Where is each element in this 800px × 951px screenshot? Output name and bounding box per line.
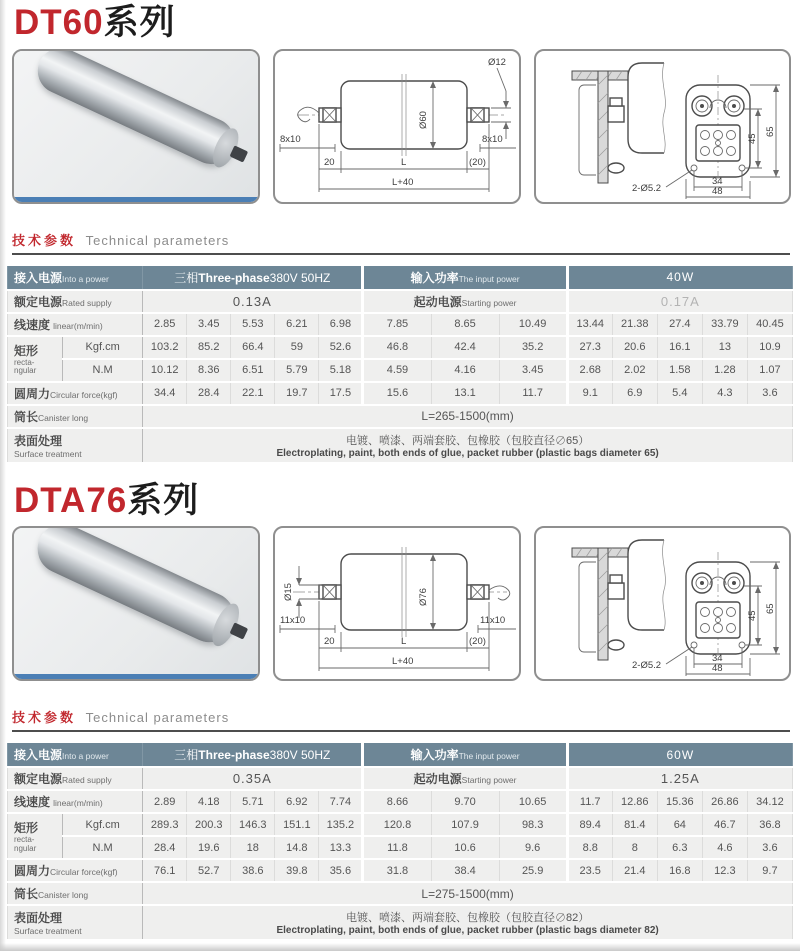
value-cell: 135.2: [319, 813, 363, 836]
value-cell: 98.3: [499, 813, 567, 836]
dim-48: 48: [712, 663, 723, 674]
table-row: [8, 359, 793, 382]
value-cell: 64: [657, 813, 702, 836]
speed-label-en: linear(m/min): [53, 320, 103, 331]
value-cell: 33.79: [702, 313, 747, 336]
panel-row-dt60: [12, 49, 792, 204]
value-cell: 2.02: [612, 359, 657, 382]
right-shaft: [467, 585, 510, 600]
value-cell: 9.6: [499, 836, 567, 859]
start-value: 0.17A: [567, 290, 792, 313]
value-cell: 18: [231, 836, 275, 859]
dim-L: L: [401, 156, 407, 168]
value-cell: 31.8: [363, 859, 431, 882]
table-row: [8, 813, 793, 836]
start-label-en: Starting power: [461, 775, 517, 785]
canister-value: L=265-1500(mm): [143, 405, 793, 428]
power-label-en: Into a power: [62, 751, 109, 761]
canister-label-en: Canister long: [38, 412, 89, 423]
roller-shaft-stub: [230, 622, 249, 639]
rated-label-en: Rated supply: [62, 775, 112, 785]
holes-label: 2-Ø5.2: [632, 182, 662, 194]
left-shaft: [319, 585, 341, 599]
value-cell: 11.7: [567, 790, 612, 813]
table-row: [8, 382, 793, 405]
value-cell: 4.59: [363, 359, 431, 382]
connector-face-view: [686, 75, 750, 187]
value-cell: 3.6: [747, 836, 792, 859]
value-cell: 6.51: [231, 359, 275, 382]
value-cell: 35.6: [319, 859, 363, 882]
dim-34: 34: [712, 175, 723, 187]
value-cell: 200.3: [187, 813, 231, 836]
value-cell: 3.45: [499, 359, 567, 382]
circ-label-cn: 圆周力: [14, 864, 51, 878]
value-cell: 13.44: [567, 313, 612, 336]
rect-label: 矩形 recta- ngular: [8, 336, 63, 382]
tech-params-header-dta76: [12, 707, 790, 732]
photo-edge-strip: [14, 674, 258, 679]
phase-volt: 380V 50HZ: [269, 748, 331, 762]
surface-label: 表面处理 Surface treatment: [8, 428, 143, 463]
start-label-cn: 起动电源: [413, 294, 462, 309]
value-cell: 13.1: [431, 382, 499, 405]
value-cell: 7.85: [363, 313, 431, 336]
power-label-cn: 接入电源: [14, 270, 63, 285]
value-cell: 8.65: [431, 313, 499, 336]
value-cell: 6.92: [275, 790, 319, 813]
value-cell: 19.6: [187, 836, 231, 859]
tech-params-en: Technical parameters: [85, 710, 230, 725]
dim-65: 65: [765, 603, 776, 614]
value-cell: 8.36: [187, 359, 231, 382]
value-cell: 5.79: [275, 359, 319, 382]
value-cell: 28.4: [187, 382, 231, 405]
table-row: [8, 790, 793, 813]
value-cell: 22.1: [231, 382, 275, 405]
rated-value: 0.35A: [143, 767, 363, 790]
holes-label: 2-Ø5.2: [632, 660, 662, 671]
start-label-cn: 起动电源: [413, 772, 462, 786]
value-cell: 9.7: [747, 859, 792, 882]
dim-45: 45: [747, 132, 758, 144]
dim-total: L+40: [392, 176, 414, 188]
canister-label-cn: 筒长: [14, 887, 39, 901]
value-cell: 11.7: [499, 382, 567, 405]
value-cell: 27.3: [567, 336, 612, 359]
value-cell: 151.1: [275, 813, 319, 836]
rated-value: 0.13A: [143, 290, 363, 313]
value-cell: 3.45: [187, 313, 231, 336]
surface-label: 表面处理 Surface treatment: [8, 905, 143, 940]
value-cell: 6.9: [612, 382, 657, 405]
phase-volt: 380V 50HZ: [269, 270, 331, 285]
value-cell: 10.6: [431, 836, 499, 859]
shaft-dia-label: Ø12: [488, 56, 506, 68]
start-value: 1.25A: [567, 767, 792, 790]
value-cell: 85.2: [187, 336, 231, 359]
input-power-en: The input power: [458, 273, 520, 284]
value-cell: 8: [612, 836, 657, 859]
dim-34: 34: [712, 653, 723, 664]
value-cell: 14.8: [275, 836, 319, 859]
tech-params-cn: 技术参数: [12, 710, 77, 725]
series-title-dta76: [14, 482, 800, 521]
value-cell: 13: [702, 336, 747, 359]
bracket-side-view: [572, 540, 665, 660]
value-cell: 2.89: [143, 790, 187, 813]
table-row: [8, 428, 793, 463]
value-cell: 7.74: [319, 790, 363, 813]
value-cell: 10.49: [499, 313, 567, 336]
value-cell: 4.3: [702, 382, 747, 405]
value-cell: 19.7: [275, 382, 319, 405]
value-cell: 8.8: [567, 836, 612, 859]
right-shaft: [467, 108, 489, 122]
value-cell: 4.6: [702, 836, 747, 859]
tech-params-cn: 技术参数: [12, 232, 77, 248]
roller-photo: [14, 51, 258, 202]
value-cell: 6.3: [657, 836, 702, 859]
speed-label-en: linear(m/min): [53, 798, 103, 808]
value-cell: 5.53: [231, 313, 275, 336]
value-cell: 107.9: [431, 813, 499, 836]
value-cell: 146.3: [231, 813, 275, 836]
value-cell: 21.4: [612, 859, 657, 882]
dim-L: L: [401, 636, 407, 647]
value-cell: 17.5: [319, 382, 363, 405]
power-label-cn: 接入电源: [14, 748, 63, 762]
dim-45: 45: [747, 610, 758, 621]
canister-label-cn: 筒长: [14, 409, 39, 424]
rect-label: 矩形 recta- ngular: [8, 813, 63, 859]
value-cell: 46.7: [702, 813, 747, 836]
value-cell: 6.98: [319, 313, 363, 336]
face-drawing-panel: [534, 526, 791, 681]
value-cell: 103.2: [143, 336, 187, 359]
value-cell: 66.4: [231, 336, 275, 359]
roller-photo: [14, 528, 258, 679]
value-cell: 2.68: [567, 359, 612, 382]
canister-label-en: Canister long: [38, 890, 89, 900]
value-cell: 34.12: [747, 790, 792, 813]
shaft-dia-label: Ø15: [283, 583, 294, 601]
value-cell: 8.66: [363, 790, 431, 813]
series-name: DTA76: [14, 480, 128, 520]
value-cell: 12.3: [702, 859, 747, 882]
value-cell: 15.6: [363, 382, 431, 405]
roller-photo-panel: [12, 49, 260, 204]
value-cell: 76.1: [143, 859, 187, 882]
value-cell: 40.45: [747, 313, 792, 336]
roller-cylinder: [30, 49, 242, 172]
phase-en: Three-phase: [198, 748, 270, 762]
table-row: [8, 882, 793, 905]
roller-shaft-stub: [230, 145, 249, 162]
rated-label-cn: 额定电源: [14, 294, 63, 309]
value-cell: 1.58: [657, 359, 702, 382]
value-cell: 35.2: [499, 336, 567, 359]
side-drawing-dta76: [275, 528, 519, 679]
rated-label-en: Rated supply: [62, 297, 112, 308]
value-cell: 39.8: [275, 859, 319, 882]
dim-48: 48: [712, 185, 723, 197]
connector-face-view: [686, 552, 750, 664]
circ-label-en: Circular force(kgf): [50, 389, 118, 400]
input-power-en: The input power: [458, 751, 520, 761]
value-cell: 89.4: [567, 813, 612, 836]
value-cell: 1.07: [747, 359, 792, 382]
key-left-label: 11x10: [280, 615, 306, 626]
value-cell: 13.3: [319, 836, 363, 859]
value-cell: 27.4: [657, 313, 702, 336]
table-row: [8, 313, 793, 336]
table-row: [8, 742, 793, 767]
key-right-label: 8x10: [482, 133, 503, 145]
value-cell: 9.70: [431, 790, 499, 813]
table-row: [8, 290, 793, 313]
roller-cylinder: [29, 526, 242, 650]
value-cell: 6.21: [275, 313, 319, 336]
photo-edge-strip: [14, 197, 258, 202]
value-cell: 5.4: [657, 382, 702, 405]
value-cell: 10.65: [499, 790, 567, 813]
value-cell: 38.4: [431, 859, 499, 882]
side-drawing-panel: [273, 526, 521, 681]
series-name: DT60: [14, 3, 104, 42]
series-suffix: 系列: [127, 480, 200, 520]
value-cell: 38.6: [231, 859, 275, 882]
value-cell: 16.8: [657, 859, 702, 882]
power-label-en: Into a power: [62, 273, 109, 284]
side-drawing-dt60: [275, 51, 519, 202]
value-cell: 2.85: [143, 313, 187, 336]
dim-20-left: 20: [324, 156, 335, 168]
value-cell: 3.6: [747, 382, 792, 405]
table-row: [8, 767, 793, 790]
dim-65: 65: [765, 125, 776, 137]
dim-20-right: (20): [469, 636, 486, 647]
key-left-label: 8x10: [280, 133, 301, 145]
table-row: [8, 836, 793, 859]
value-cell: 4.18: [187, 790, 231, 813]
body-dia-label: Ø60: [418, 110, 429, 129]
side-drawing-panel: [273, 49, 521, 204]
circ-label-cn: 圆周力: [14, 386, 51, 401]
spec-table-dt60: [7, 264, 793, 464]
value-cell: 28.4: [143, 836, 187, 859]
value-cell: 52.6: [319, 336, 363, 359]
value-cell: 36.8: [747, 813, 792, 836]
table-row: [8, 336, 793, 359]
value-cell: 15.36: [657, 790, 702, 813]
phase-en: Three-phase: [198, 270, 270, 285]
value-cell: 4.16: [431, 359, 499, 382]
watt-value: 40W: [567, 265, 792, 290]
value-cell: 21.38: [612, 313, 657, 336]
dim-total: L+40: [392, 656, 414, 667]
canister-value: L=275-1500(mm): [143, 882, 793, 905]
value-cell: 25.9: [499, 859, 567, 882]
phase-cn: 三相: [174, 748, 199, 762]
key-right-label: 11x10: [480, 615, 506, 626]
circ-label-en: Circular force(kgf): [50, 867, 118, 877]
value-cell: 5.71: [231, 790, 275, 813]
value-cell: 42.4: [431, 336, 499, 359]
value-cell: 1.28: [702, 359, 747, 382]
watt-value: 60W: [567, 742, 792, 767]
dim-20-left: 20: [324, 636, 335, 647]
body-dia-label: Ø76: [418, 588, 429, 606]
tech-params-header-dt60: [12, 230, 790, 255]
phase-cn: 三相: [174, 270, 199, 285]
value-cell: 10.12: [143, 359, 187, 382]
value-cell: 26.86: [702, 790, 747, 813]
value-cell: 9.1: [567, 382, 612, 405]
series-title-dt60: [14, 4, 800, 43]
value-cell: 81.4: [612, 813, 657, 836]
value-cell: 52.7: [187, 859, 231, 882]
start-label-en: Starting power: [461, 297, 517, 308]
rated-label-cn: 额定电源: [14, 772, 63, 786]
value-cell: 11.8: [363, 836, 431, 859]
face-drawing-dt60: [536, 51, 789, 202]
bracket-side-view: [572, 63, 665, 183]
tech-params-en: Technical parameters: [85, 232, 230, 248]
speed-label-cn: 线速度: [14, 795, 51, 809]
value-cell: 46.8: [363, 336, 431, 359]
series-suffix: 系列: [103, 3, 176, 42]
nm-label: N.M: [63, 359, 143, 382]
value-cell: 16.1: [657, 336, 702, 359]
left-shaft: [298, 107, 341, 122]
value-cell: 10.9: [747, 336, 792, 359]
face-drawing-panel: [534, 49, 791, 204]
value-cell: 289.3: [143, 813, 187, 836]
value-cell: 59: [275, 336, 319, 359]
table-row: [8, 265, 793, 290]
speed-label-cn: 线速度: [14, 317, 51, 332]
input-power-cn: 输入功率: [410, 270, 459, 285]
value-cell: 5.18: [319, 359, 363, 382]
panel-row-dta76: [12, 526, 792, 681]
input-power-cn: 输入功率: [410, 748, 459, 762]
table-row: [8, 905, 793, 940]
spec-table-dta76: [7, 741, 793, 941]
surface-value: 电镀、喷漆、两端套胶、包橡胶（包胶直径∅65） Electroplating, paint, both ends of glue, packet rubber (plastic bags diameter 65): [143, 428, 793, 463]
value-cell: 23.5: [567, 859, 612, 882]
table-row: [8, 859, 793, 882]
dim-20-right: (20): [469, 156, 486, 168]
value-cell: 34.4: [143, 382, 187, 405]
kgfcm-label: Kgf.cm: [63, 336, 143, 359]
surface-value: 电镀、喷漆、两端套胶、包橡胶（包胶直径∅82） Electroplating, paint, both ends of glue, packet rubber (plastic bags diameter 82): [143, 905, 793, 940]
nm-label: N.M: [63, 836, 143, 859]
table-row: [8, 405, 793, 428]
roller-photo-panel: [12, 526, 260, 681]
value-cell: 120.8: [363, 813, 431, 836]
value-cell: 12.86: [612, 790, 657, 813]
kgfcm-label: Kgf.cm: [63, 813, 143, 836]
face-drawing-dta76: [536, 528, 789, 679]
value-cell: 20.6: [612, 336, 657, 359]
